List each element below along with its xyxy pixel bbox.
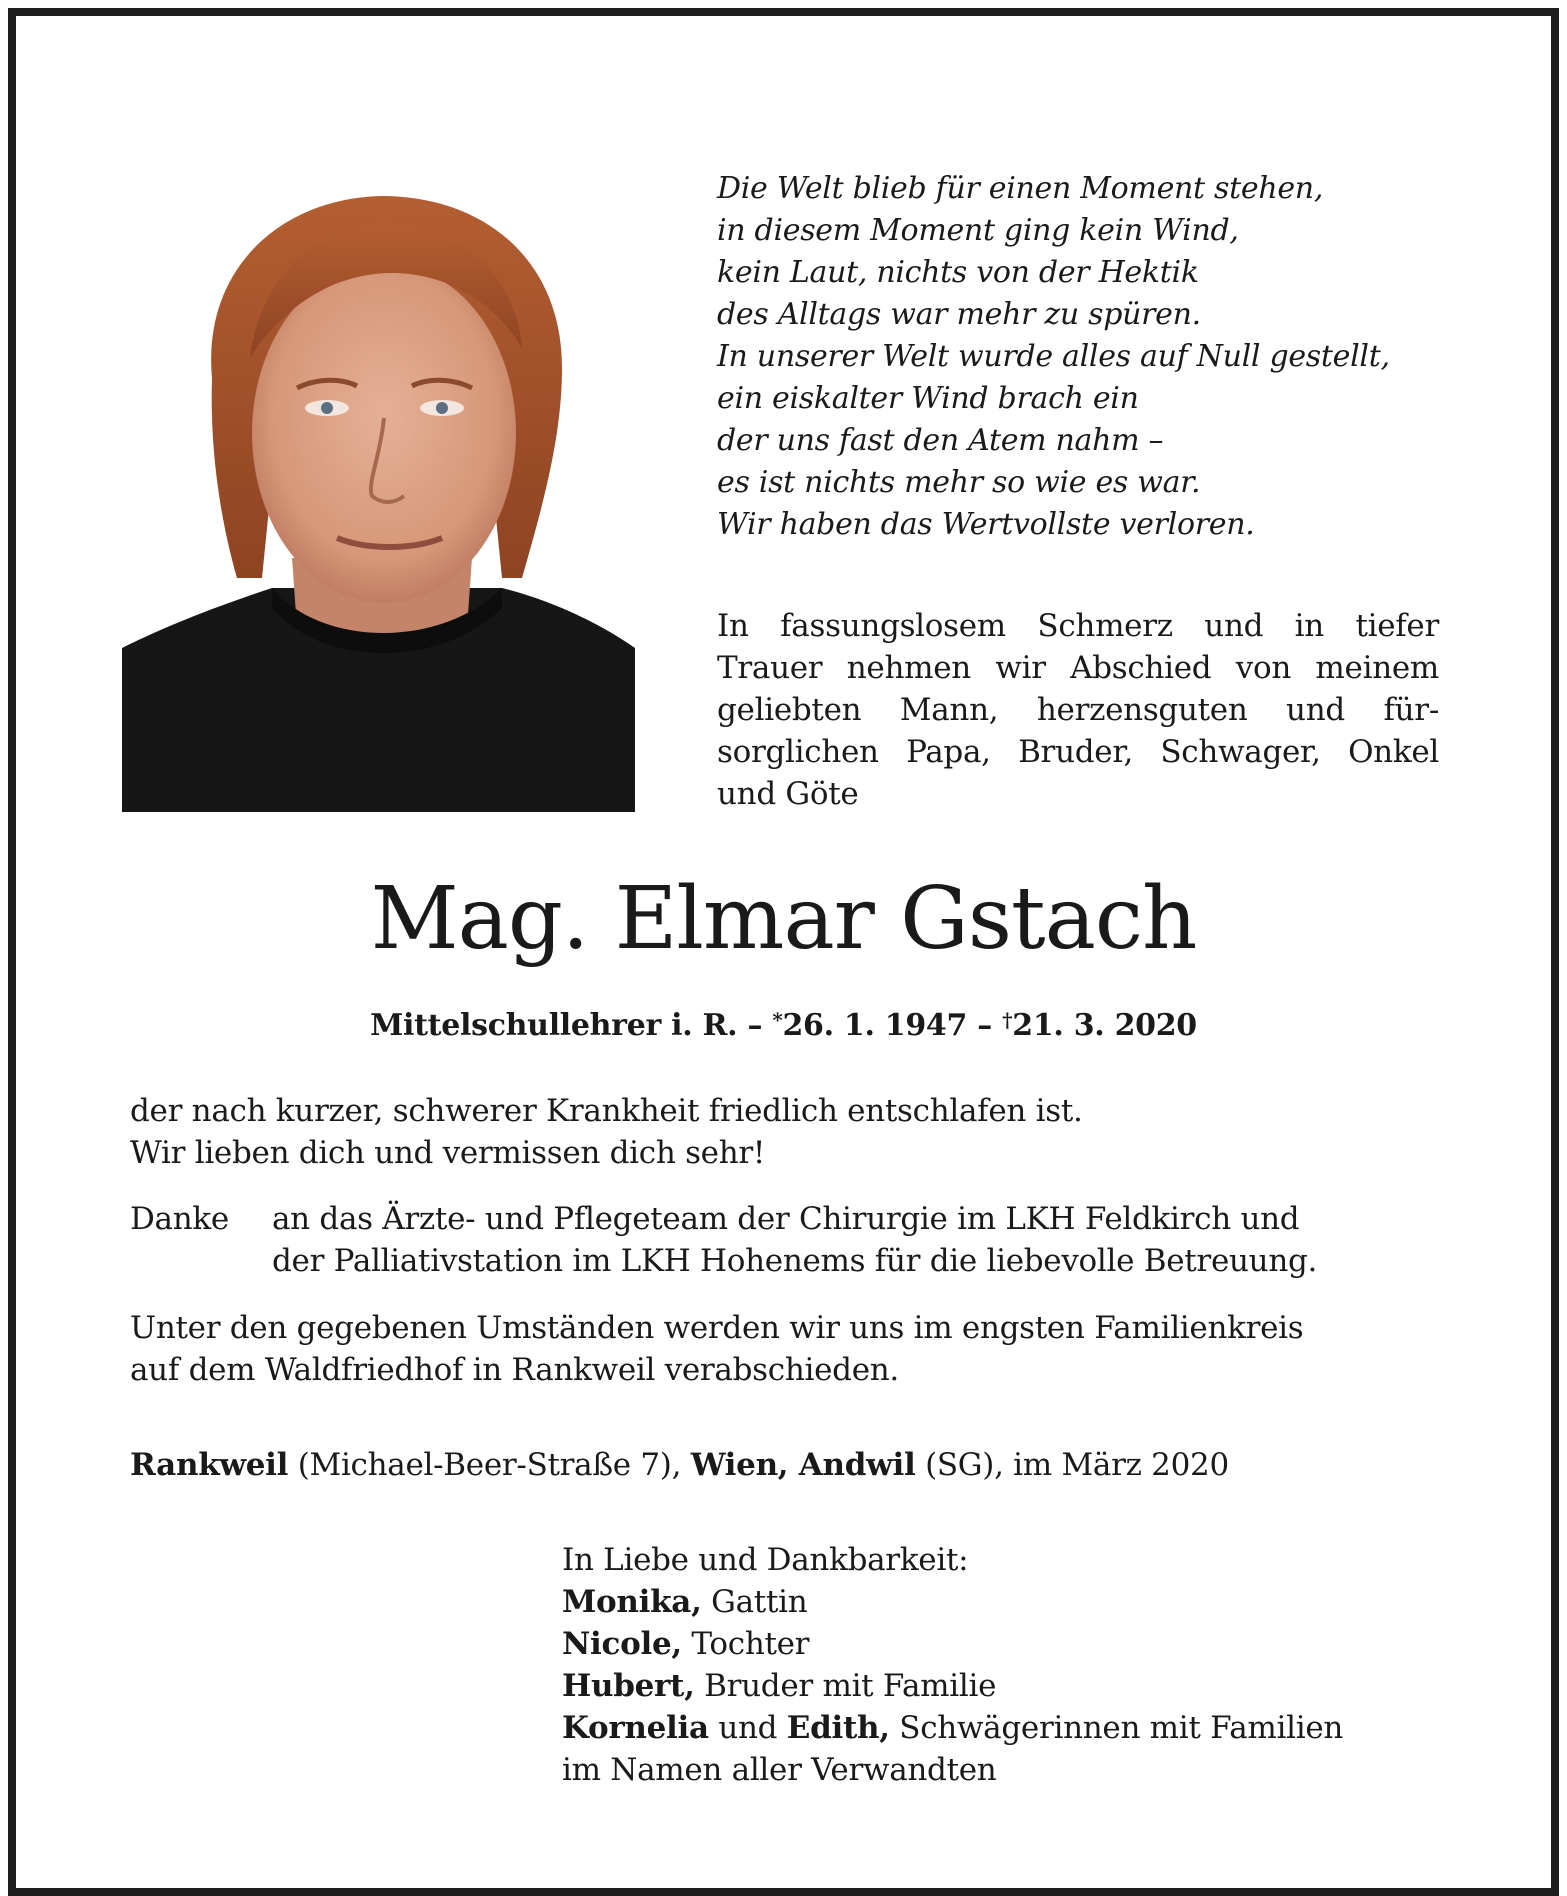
region-date: (SG), im März 2020 — [925, 1447, 1229, 1483]
poem-line: des Alltags war mehr zu spüren. — [717, 297, 1201, 332]
place-date-line — [130, 1444, 1440, 1486]
poem-line: Die Welt blieb für einen Moment stehen, — [717, 171, 1324, 206]
towns-wien-andwil: Wien, Andwil — [690, 1447, 916, 1483]
intro-line: sorglichen Papa, Bruder, Schwager, Onkel — [717, 734, 1439, 770]
intro-line: In fassungslosem Schmerz und in tiefer — [717, 608, 1439, 644]
text-line: der Palliativstation im LKH Hohenems für die liebevolle Betreuung. — [272, 1243, 1318, 1279]
poem-line: der uns fast den Atem nahm – — [717, 423, 1164, 458]
text-line: an das Ärzte- und Pflegeteam der Chirurgie im LKH Feldkirch und — [272, 1201, 1300, 1237]
intro-paragraph — [717, 605, 1439, 815]
signature-heading: In Liebe und Dankbarkeit: — [562, 1542, 969, 1578]
separator: – — [747, 1008, 763, 1043]
poem-line: in diesem Moment ging kein Wind, — [717, 213, 1239, 248]
signature-entry — [562, 1623, 1462, 1665]
town-rankweil: Rankweil — [130, 1447, 289, 1483]
farewell-paragraph — [130, 1307, 1440, 1391]
text-line: Wir lieben dich und vermissen dich sehr! — [130, 1135, 766, 1171]
mourner-relation: Schwägerinnen mit Familien — [899, 1710, 1344, 1746]
mourner-relation: Tochter — [691, 1626, 810, 1662]
mourner-name: Edith, — [786, 1710, 890, 1746]
thanks-paragraph — [130, 1198, 1440, 1282]
indent — [130, 1240, 272, 1282]
birth-symbol: * — [772, 1008, 783, 1032]
mourner-name: Monika, — [562, 1584, 702, 1620]
life-dates — [0, 1000, 1567, 1046]
intro-line: Trauer nehmen wir Abschied von meinem — [717, 650, 1439, 686]
portrait-photo — [122, 178, 635, 812]
death-date: 21. 3. 2020 — [1012, 1008, 1197, 1043]
birth-date: 26. 1. 1947 — [782, 1008, 968, 1043]
profession: Mittelschullehrer i. R. — [370, 1008, 738, 1043]
mourner-name: Kornelia — [562, 1710, 709, 1746]
intro-line: und Göte — [717, 776, 859, 812]
mourner-relation: Gattin — [711, 1584, 808, 1620]
poem — [717, 168, 1477, 546]
signature-entry — [562, 1581, 1462, 1623]
separator: – — [977, 1008, 992, 1043]
mourner-relation: Bruder mit Familie — [704, 1668, 997, 1704]
thanks-label: Danke — [130, 1201, 229, 1237]
death-symbol: † — [1002, 1008, 1013, 1032]
passing-paragraph — [130, 1090, 1440, 1174]
text-line: der nach kurzer, schwerer Krankheit friedlich entschlafen ist. — [130, 1093, 1083, 1129]
signature-entry — [562, 1665, 1462, 1707]
poem-line: In unserer Welt wurde alles auf Null gestellt, — [717, 339, 1390, 374]
poem-line: Wir haben das Wertvollste verloren. — [717, 507, 1255, 542]
mourner-name: Hubert, — [562, 1668, 695, 1704]
text-line: Unter den gegebenen Umständen werden wir uns im engsten Familienkreis — [130, 1310, 1304, 1346]
signature-entry — [562, 1707, 1462, 1749]
poem-line: kein Laut, nichts von der Hektik — [717, 255, 1199, 290]
connector: und — [718, 1710, 778, 1746]
address: (Michael-Beer-Straße 7), — [297, 1447, 682, 1483]
poem-line: es ist nichts mehr so wie es war. — [717, 465, 1201, 500]
signature-closing: im Namen aller Verwandten — [562, 1752, 997, 1788]
poem-line: ein eiskalter Wind brach ein — [717, 381, 1139, 416]
intro-line: geliebten Mann, herzensguten und für- — [717, 692, 1439, 728]
signature-block — [562, 1539, 1462, 1791]
mourner-name: Nicole, — [562, 1626, 682, 1662]
text-line: auf dem Waldfriedhof in Rankweil verabschieden. — [130, 1352, 899, 1388]
deceased-name: Mag. Elmar Gstach — [370, 869, 1197, 969]
